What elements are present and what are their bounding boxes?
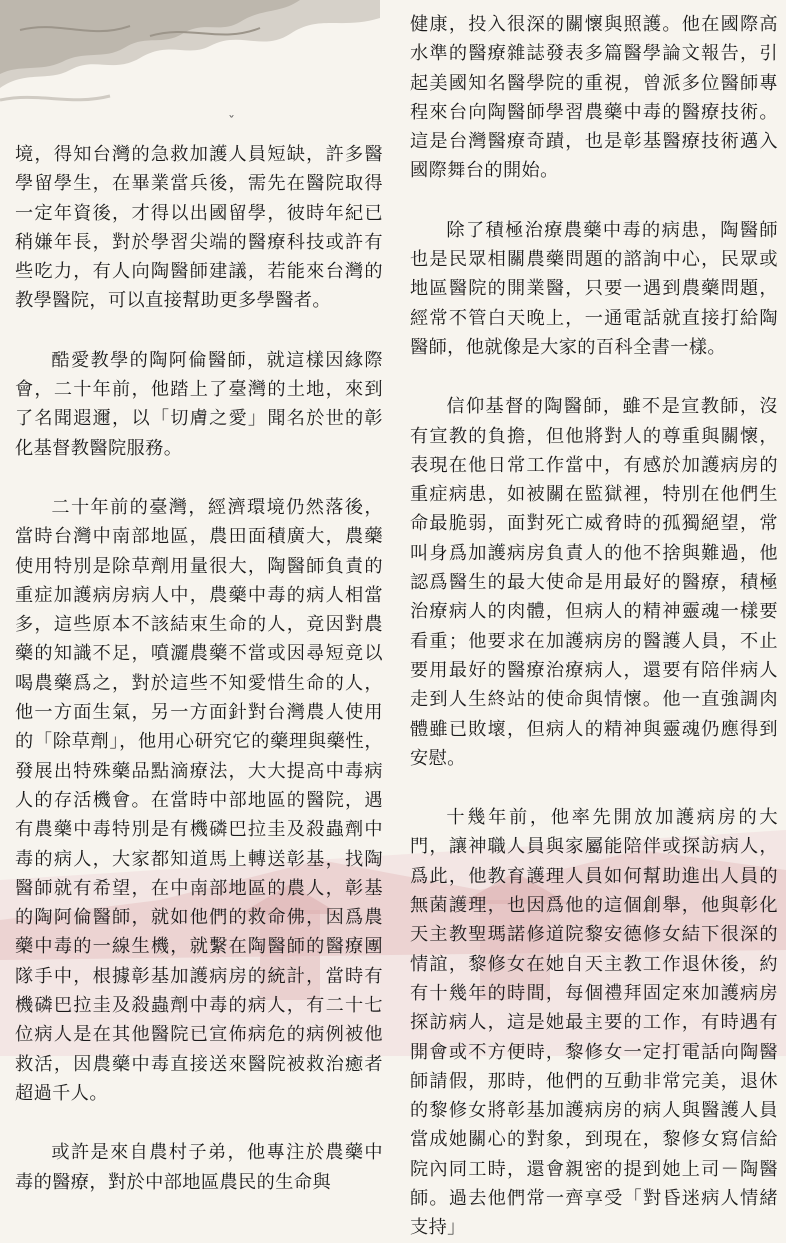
scan-mark: ˇ	[228, 114, 235, 130]
paragraph: 十幾年前，他率先開放加護病房的大門，讓神職人員與家屬能陪伴或探訪病人，爲此，他教育護理人員如何幫助進出人員的無菌護理，也因爲他的這個創舉，他與彰化天主教聖瑪諾修道院黎安德修女結下很深的情誼，黎修女在她自天主教工作退休後，約有十幾年的時間，每個禮拜固定來加護病房探訪病人，這是她最主要的工作，有時遇有開會或不方便時，黎修女一定打電話向陶醫師請假，那時，他們的互動非常完美，退休的黎修女將彰基加護病房的病人與醫護人員當成她關心的對象，到現在，黎修女寫信給院內同工時，還會親密的提到她上司－陶醫師。過去他們常一齊享受「對昏迷病人情緒支持」	[410, 807, 778, 1239]
paragraph: 二十年前的臺灣，經濟環境仍然落後，當時台灣中南部地區，農田面積廣大，農藥使用特別是除草劑用量很大，陶醫師負責的重症加護病房病人中，農藥中毒的病人相當多，這些原本不該結束生命的人，竟因對農藥的知識不足，噴灑農藥不當或因尋短竟以喝農藥爲之，對於這些不知愛惜生命的人，他一方面生氣，另一方面針對台灣農人使用的「除草劑」，他用心研究它的藥理與藥性，發展出特殊藥品點滴療法，大大提高中毒病人的存活機會。在當時中部地區的醫院，遇有農藥中毒特別是有機磷巴拉圭及殺蟲劑中毒的病人，大家都知道馬上轉送彰基，找陶醫師就有希望，在中南部地區的農人，彰基的陶阿倫醫師，就如他們的救命佛，因爲農藥中毒的一線生機，就繫在陶醫師的醫療團隊手中，根據彰基加護病房的統計，當時有機磷巴拉圭及殺蟲劑中毒的病人，有二十七位病人是在其他醫院已宣佈病危的病例被他救活，因農藥中毒直接送來醫院被救治癒者超過千人。	[15, 496, 383, 1104]
paragraph: 健康，投入很深的關懷與照護。他在國際高水準的醫療雜誌發表多篇醫學論文報告，引起美國知名醫學院的重視，曾派多位醫師專程來台向陶醫師學習農藥中毒的醫療技術。這是台灣醫療奇蹟，也是彰基醫療技術邁入國際舞台的開始。	[410, 14, 778, 182]
left-column	[15, 140, 383, 1197]
paragraph: 酷愛教學的陶阿倫醫師，就這樣因緣際會，二十年前，他踏上了臺灣的土地，來到了名聞遐邇，以「切膚之愛」聞名於世的彰化基督教醫院服務。	[15, 349, 383, 459]
right-column	[410, 10, 778, 1243]
paragraph: 或許是來自農村子弟，他專注於農藥中毒的醫療，對於中部地區農民的生命與	[15, 1142, 383, 1193]
paragraph: 信仰基督的陶醫師，雖不是宣教師，沒有宣教的負擔，但他將對人的尊重與關懷，表現在他日常工作當中，有感於加護病房的重症病患，如被關在監獄裡，特別在他們生命最脆弱，面對死亡威脅時的孤獨絕望，常叫身爲加護病房負責人的他不捨與難過，他認爲醫生的最大使命是用最好的醫療，積極治療病人的肉體，但病人的精神靈魂一樣要看重；他要求在加護病房的醫護人員，不止要用最好的醫療治療病人，還要有陪伴病人走到人生終站的使命與情懷。他一直強調肉體雖已敗壞，但病人的精神與靈魂仍應得到安慰。	[410, 396, 778, 769]
ink-landscape-icon	[0, 0, 380, 115]
paragraph: 境，得知台灣的急救加護人員短缺，許多醫學留學生，在畢業當兵後，需先在醫院取得一定年資後，才得以出國留學，彼時年紀已稍嫌年長，對於學習尖端的醫療科技或許有些吃力，有人向陶醫師建議，若能來台灣的教學醫院，可以直接幫助更多學醫者。	[15, 144, 383, 312]
paragraph: 除了積極治療農藥中毒的病患，陶醫師也是民眾相關農藥問題的諮詢中心，民眾或地區醫院的開業醫，只要一遇到農藥問題，經常不管白天晚上，一通電話就直接打給陶醫師，他就像是大家的百科全書一樣。	[410, 219, 778, 358]
